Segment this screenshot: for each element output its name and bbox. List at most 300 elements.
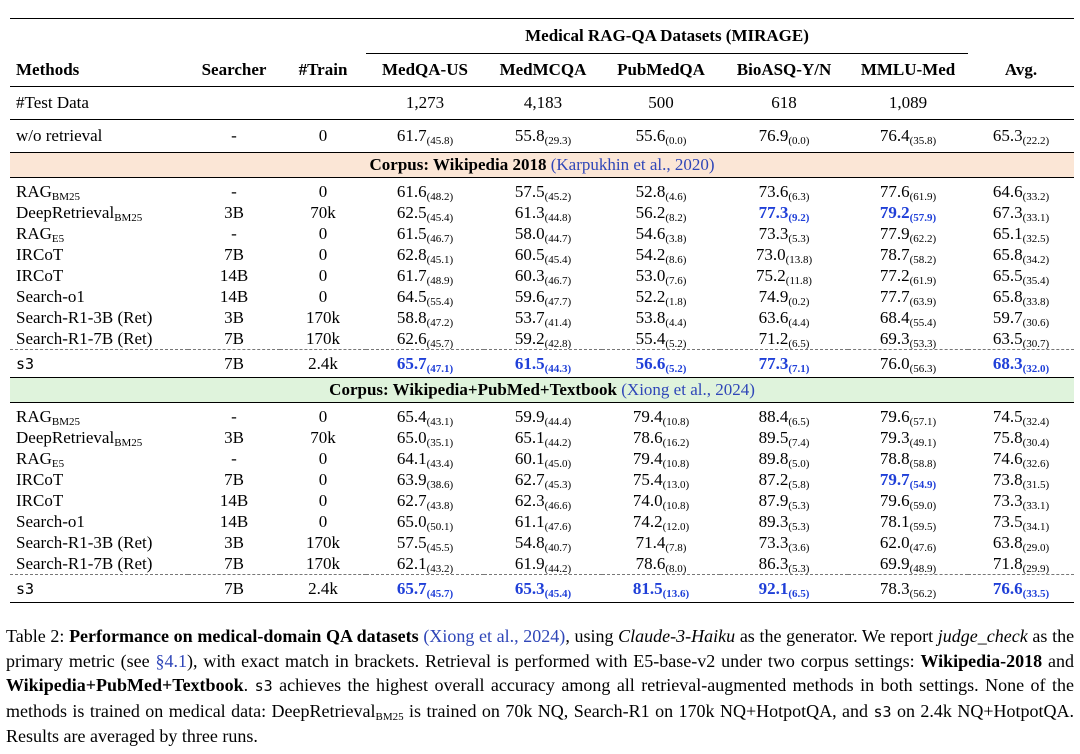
- score-cell: [602, 286, 720, 307]
- score: [759, 428, 810, 447]
- col-searcher: Searcher: [201, 59, 267, 79]
- accuracy-value: 62.1: [396, 554, 427, 573]
- score-cell: [968, 490, 1074, 511]
- train-size: 0: [318, 470, 328, 489]
- caption-text: , using: [565, 626, 614, 646]
- accuracy-value: 78.6: [632, 428, 663, 447]
- score-cell: [484, 403, 602, 428]
- searcher-size: 7B: [188, 350, 280, 378]
- results-table-container: [10, 18, 1074, 603]
- exact-match-value: (16.2): [662, 437, 690, 449]
- score: [397, 449, 453, 468]
- score: [880, 354, 936, 373]
- method-row: [10, 427, 1074, 448]
- accuracy-value: 79.4: [632, 407, 663, 426]
- score-cell: [366, 350, 484, 378]
- exact-match-value: (29.3): [544, 135, 572, 147]
- accuracy-value: 78.7: [879, 245, 910, 264]
- score: [759, 470, 810, 489]
- score-cell: [968, 178, 1074, 203]
- method-name: [10, 511, 188, 532]
- train-size: 0: [318, 182, 328, 201]
- exact-match-value: (46.7): [426, 233, 454, 245]
- exact-match-value: (44.2): [544, 563, 572, 575]
- score: [993, 428, 1049, 447]
- accuracy-value: 74.5: [992, 407, 1023, 426]
- col-mmlu-med: MMLU-Med: [860, 60, 956, 79]
- accuracy-value: 65.0: [396, 512, 427, 531]
- score-cell: [720, 328, 848, 350]
- exact-match-value: (32.4): [1022, 416, 1050, 428]
- searcher-size: -: [188, 120, 280, 153]
- group-header: Medical RAG-QA Datasets (MIRAGE): [366, 19, 968, 54]
- accuracy-value: 77.6: [879, 182, 910, 201]
- score-cell: [720, 223, 848, 244]
- accuracy-value: 54.6: [635, 224, 666, 243]
- score: [759, 287, 810, 306]
- score: [397, 308, 453, 327]
- test-count: 1,089: [848, 87, 968, 120]
- corpus-citation[interactable]: (Karpukhin et al., 2020): [550, 155, 715, 174]
- exact-match-value: (4.6): [665, 191, 687, 203]
- method-name-text: DeepRetrieval: [16, 428, 115, 447]
- score: [993, 224, 1049, 243]
- exact-match-value: (45.0): [544, 458, 572, 470]
- method-row: [10, 178, 1074, 203]
- score: [633, 428, 689, 447]
- exact-match-value: (33.1): [1022, 500, 1050, 512]
- score-cell: [848, 120, 968, 153]
- exact-match-value: (8.0): [665, 563, 687, 575]
- exact-match-value: (45.5): [426, 542, 454, 554]
- corpus-citation[interactable]: (Xiong et al., 2024): [621, 380, 755, 399]
- score: [880, 512, 936, 531]
- accuracy-value: 60.1: [514, 449, 545, 468]
- score: [633, 449, 689, 468]
- exact-match-value: (5.3): [788, 563, 810, 575]
- accuracy-value: 55.8: [514, 126, 545, 145]
- accuracy-value: 61.7: [396, 266, 427, 285]
- table-caption: [6, 624, 1074, 749]
- method-name-text: Search-o1: [16, 287, 85, 306]
- accuracy-value: 74.6: [992, 449, 1023, 468]
- accuracy-value: 63.8: [992, 533, 1023, 552]
- exact-match-value: (61.9): [909, 191, 937, 203]
- exact-match-value: (5.3): [788, 233, 810, 245]
- exact-match-value: (45.3): [544, 479, 572, 491]
- score-cell: [484, 469, 602, 490]
- exact-match-value: (42.8): [544, 338, 572, 350]
- caption-corpus-1: Wikipedia-2018: [920, 650, 1043, 671]
- exact-match-value: (31.5): [1022, 479, 1050, 491]
- test-data-label: #Test Data: [10, 87, 188, 120]
- score-cell: [968, 328, 1074, 350]
- best-score: [759, 354, 810, 373]
- score-cell: [720, 350, 848, 378]
- searcher-size: 14B: [219, 512, 249, 531]
- score-cell: [484, 511, 602, 532]
- accuracy-value: 59.2: [514, 329, 545, 348]
- accuracy-value: 61.3: [514, 203, 545, 222]
- accuracy-value: 73.3: [758, 224, 789, 243]
- method-name-text: DeepRetrieval: [16, 203, 115, 222]
- method-name: [10, 120, 188, 153]
- exact-match-value: (56.3): [909, 362, 937, 375]
- score-cell: [366, 202, 484, 223]
- caption-citation[interactable]: (Xiong et al., 2024): [423, 626, 566, 646]
- score: [880, 329, 936, 348]
- score-cell: [848, 307, 968, 328]
- score-cell: [366, 553, 484, 575]
- exact-match-value: (5.3): [788, 500, 810, 512]
- col-medqa: MedQA-US: [382, 60, 468, 79]
- score-cell: [602, 403, 720, 428]
- accuracy-value: 61.1: [514, 512, 545, 531]
- method-row: [10, 328, 1074, 350]
- method-name-text: Search-o1: [16, 512, 85, 531]
- searcher-size: -: [231, 449, 237, 468]
- exact-match-value: (10.8): [662, 500, 690, 512]
- score-cell: [602, 307, 720, 328]
- score-cell: [602, 328, 720, 350]
- score-cell: [484, 178, 602, 203]
- score: [633, 491, 689, 510]
- accuracy-value: 88.4: [758, 407, 789, 426]
- accuracy-value: 65.1: [514, 428, 545, 447]
- exact-match-value: (45.4): [544, 587, 572, 600]
- test-count: 500: [602, 87, 720, 120]
- method-row: [10, 448, 1074, 469]
- score: [636, 308, 687, 327]
- exact-match-value: (12.0): [662, 521, 690, 533]
- accuracy-value: 54.2: [635, 245, 666, 264]
- exact-match-value: (45.8): [426, 135, 454, 147]
- score-cell: [968, 511, 1074, 532]
- searcher-size: 3B: [224, 533, 244, 552]
- accuracy-value: 77.2: [879, 266, 910, 285]
- score: [993, 182, 1049, 201]
- accuracy-value: 69.9: [879, 554, 910, 573]
- exact-match-value: (6.5): [788, 416, 810, 428]
- score-cell: [848, 427, 968, 448]
- searcher-size: 14B: [219, 491, 249, 510]
- accuracy-value: 59.6: [514, 287, 545, 306]
- score-cell: [484, 244, 602, 265]
- searcher-size: 7B: [224, 245, 244, 264]
- best-score: [397, 354, 453, 373]
- exact-match-value: (6.3): [788, 191, 810, 203]
- accuracy-value: 61.5: [514, 353, 545, 373]
- caption-metric: judge_check: [937, 626, 1028, 646]
- score-cell: [720, 575, 848, 603]
- exact-match-value: (44.8): [544, 212, 572, 224]
- method-name: [10, 286, 188, 307]
- caption-section-link[interactable]: §4.1: [155, 650, 187, 671]
- searcher-size: -: [231, 224, 237, 243]
- method-name-text: IRCoT: [16, 491, 64, 510]
- exact-match-value: (32.0): [1022, 362, 1050, 375]
- accuracy-value: 77.9: [879, 224, 910, 243]
- score: [515, 126, 571, 145]
- accuracy-value: 62.5: [396, 203, 427, 222]
- accuracy-value: 74.9: [758, 287, 789, 306]
- accuracy-value: 68.3: [992, 353, 1023, 373]
- accuracy-value: 78.1: [879, 512, 910, 531]
- method-row: [10, 511, 1074, 532]
- searcher-size: 3B: [224, 203, 244, 222]
- method-name: [10, 553, 188, 575]
- exact-match-value: (5.2): [665, 338, 687, 350]
- accuracy-value: 79.4: [632, 449, 663, 468]
- accuracy-value: 79.6: [879, 407, 910, 426]
- searcher-size: 7B: [224, 470, 244, 489]
- score-cell: [366, 469, 484, 490]
- score-cell: [602, 448, 720, 469]
- score-cell: [484, 328, 602, 350]
- caption-text: on 2.4k NQ+HotpotQA. Results are averaged by three runs.: [6, 700, 1074, 746]
- test-data-row: [10, 87, 1074, 120]
- searcher-size: -: [231, 407, 237, 426]
- score: [636, 266, 687, 285]
- accuracy-value: 76.4: [879, 126, 910, 145]
- exact-match-value: (33.2): [1022, 191, 1050, 203]
- score: [993, 512, 1049, 531]
- method-name-text: Search-R1-7B (Ret): [16, 554, 153, 573]
- score-cell: [484, 532, 602, 553]
- score: [880, 308, 936, 327]
- method-name: [10, 244, 188, 265]
- score-cell: [484, 307, 602, 328]
- score: [636, 329, 687, 348]
- accuracy-value: 65.4: [396, 407, 427, 426]
- accuracy-value: 62.8: [396, 245, 427, 264]
- accuracy-value: 62.7: [396, 491, 427, 510]
- method-name: [10, 490, 188, 511]
- accuracy-value: 77.3: [758, 203, 789, 222]
- score-cell: [848, 286, 968, 307]
- score-cell: [968, 202, 1074, 223]
- method-name: [10, 469, 188, 490]
- accuracy-value: 79.6: [879, 491, 910, 510]
- exact-match-value: (32.5): [1022, 233, 1050, 245]
- score: [515, 308, 571, 327]
- score: [880, 533, 936, 552]
- method-name-text: Search-R1-7B (Ret): [16, 329, 153, 348]
- method-name: [10, 350, 188, 378]
- accuracy-value: 58.8: [396, 308, 427, 327]
- score-cell: [484, 286, 602, 307]
- accuracy-value: 73.3: [758, 533, 789, 552]
- accuracy-value: 68.4: [879, 308, 910, 327]
- score: [515, 329, 571, 348]
- accuracy-value: 65.1: [992, 224, 1023, 243]
- score-cell: [484, 223, 602, 244]
- exact-match-value: (13.0): [662, 479, 690, 491]
- score: [515, 407, 571, 426]
- score: [993, 126, 1049, 145]
- exact-match-value: (63.9): [909, 296, 937, 308]
- score: [397, 554, 453, 573]
- col-methods: Methods: [16, 59, 80, 79]
- score-cell: [968, 575, 1074, 603]
- best-score: [759, 579, 810, 598]
- score-cell: [848, 328, 968, 350]
- accuracy-value: 57.5: [514, 182, 545, 201]
- accuracy-value: 56.2: [635, 203, 666, 222]
- score: [397, 266, 453, 285]
- score-cell: [848, 448, 968, 469]
- accuracy-value: 73.8: [992, 470, 1023, 489]
- accuracy-value: 57.5: [396, 533, 427, 552]
- accuracy-value: 58.0: [514, 224, 545, 243]
- exact-match-value: (49.1): [909, 437, 937, 449]
- searcher-size: 14B: [219, 266, 249, 285]
- score-cell: [366, 448, 484, 469]
- score: [880, 449, 936, 468]
- test-count: 618: [720, 87, 848, 120]
- score-cell: [602, 575, 720, 603]
- col-bioasq: BioASQ-Y/N: [736, 60, 832, 79]
- score: [397, 126, 453, 145]
- method-name-text: IRCoT: [16, 266, 64, 285]
- method-name: [10, 223, 188, 244]
- accuracy-value: 86.3: [758, 554, 789, 573]
- score-cell: [968, 223, 1074, 244]
- accuracy-value: 89.3: [758, 512, 789, 531]
- score: [636, 554, 687, 573]
- exact-match-value: (30.6): [1022, 317, 1050, 329]
- exact-match-value: (8.2): [665, 212, 687, 224]
- score: [515, 512, 571, 531]
- accuracy-value: 89.5: [758, 428, 789, 447]
- exact-match-value: (55.4): [909, 317, 937, 329]
- exact-match-value: (9.2): [788, 212, 810, 224]
- accuracy-value: 76.0: [879, 353, 910, 373]
- accuracy-value: 79.2: [879, 203, 910, 222]
- method-row: [10, 532, 1074, 553]
- exact-match-value: (0.0): [788, 135, 810, 147]
- exact-match-value: (30.4): [1022, 437, 1050, 449]
- accuracy-value: 61.7: [396, 126, 427, 145]
- train-size: 170k: [306, 554, 340, 573]
- score: [636, 224, 687, 243]
- score-cell: [366, 575, 484, 603]
- method-name: [10, 448, 188, 469]
- method-row: [10, 265, 1074, 286]
- score-cell: [968, 286, 1074, 307]
- exact-match-value: (61.9): [909, 275, 937, 287]
- accuracy-value: 55.4: [635, 329, 666, 348]
- score: [397, 287, 453, 306]
- accuracy-value: 79.3: [879, 428, 910, 447]
- score: [636, 126, 687, 145]
- method-row: [10, 490, 1074, 511]
- score: [515, 287, 571, 306]
- exact-match-value: (53.3): [909, 338, 937, 350]
- score-cell: [720, 244, 848, 265]
- score: [880, 287, 936, 306]
- score: [993, 287, 1049, 306]
- s3-row: [10, 575, 1074, 603]
- score-cell: [602, 350, 720, 378]
- score-cell: [484, 202, 602, 223]
- accuracy-value: 64.1: [396, 449, 427, 468]
- exact-match-value: (33.8): [1022, 296, 1050, 308]
- exact-match-value: (43.2): [426, 563, 454, 575]
- accuracy-value: 73.3: [992, 491, 1023, 510]
- train-size: 2.4k: [280, 350, 366, 378]
- accuracy-value: 73.6: [758, 182, 789, 201]
- best-score: [880, 203, 936, 222]
- score: [515, 182, 571, 201]
- score-cell: [602, 120, 720, 153]
- accuracy-value: 67.3: [992, 203, 1023, 222]
- score: [397, 470, 453, 489]
- best-score: [397, 579, 453, 598]
- method-name-text: RAG: [16, 224, 52, 243]
- score-cell: [484, 575, 602, 603]
- method-name: [10, 307, 188, 328]
- accuracy-value: 79.7: [879, 470, 910, 489]
- accuracy-value: 62.6: [396, 329, 427, 348]
- exact-match-value: (47.7): [544, 296, 572, 308]
- score: [515, 449, 571, 468]
- best-score: [880, 470, 936, 489]
- method-row: [10, 307, 1074, 328]
- exact-match-value: (45.4): [426, 212, 454, 224]
- score: [515, 203, 571, 222]
- score: [880, 491, 936, 510]
- corpus-row: [10, 153, 1074, 178]
- exact-match-value: (33.5): [1022, 587, 1050, 600]
- method-row: [10, 469, 1074, 490]
- accuracy-value: 59.9: [514, 407, 545, 426]
- exact-match-value: (41.4): [544, 317, 572, 329]
- no-retrieval-row: [10, 120, 1074, 153]
- score: [880, 428, 936, 447]
- accuracy-value: 55.6: [635, 126, 666, 145]
- col-pubmedqa: PubMedQA: [617, 60, 705, 79]
- score: [993, 329, 1049, 348]
- caption-text: .: [243, 675, 249, 695]
- exact-match-value: (57.9): [909, 212, 937, 224]
- score: [636, 203, 687, 222]
- score: [993, 308, 1049, 327]
- score-cell: [848, 350, 968, 378]
- exact-match-value: (6.5): [788, 587, 810, 600]
- train-size: 0: [280, 120, 366, 153]
- score: [515, 266, 571, 285]
- accuracy-value: 52.2: [635, 287, 666, 306]
- score-cell: [484, 490, 602, 511]
- score-cell: [720, 532, 848, 553]
- accuracy-value: 63.6: [758, 308, 789, 327]
- searcher-size: 7B: [224, 329, 244, 348]
- score: [759, 491, 810, 510]
- accuracy-value: 65.3: [514, 578, 545, 598]
- accuracy-value: 78.8: [879, 449, 910, 468]
- test-count: 1,273: [366, 87, 484, 120]
- method-name-text: RAG: [16, 182, 52, 201]
- score: [759, 329, 810, 348]
- caption-label: Table 2:: [6, 626, 65, 646]
- score-cell: [848, 511, 968, 532]
- accuracy-value: 53.7: [514, 308, 545, 327]
- score-cell: [720, 448, 848, 469]
- exact-match-value: (29.0): [1022, 542, 1050, 554]
- accuracy-value: 61.9: [514, 554, 545, 573]
- score-cell: [848, 469, 968, 490]
